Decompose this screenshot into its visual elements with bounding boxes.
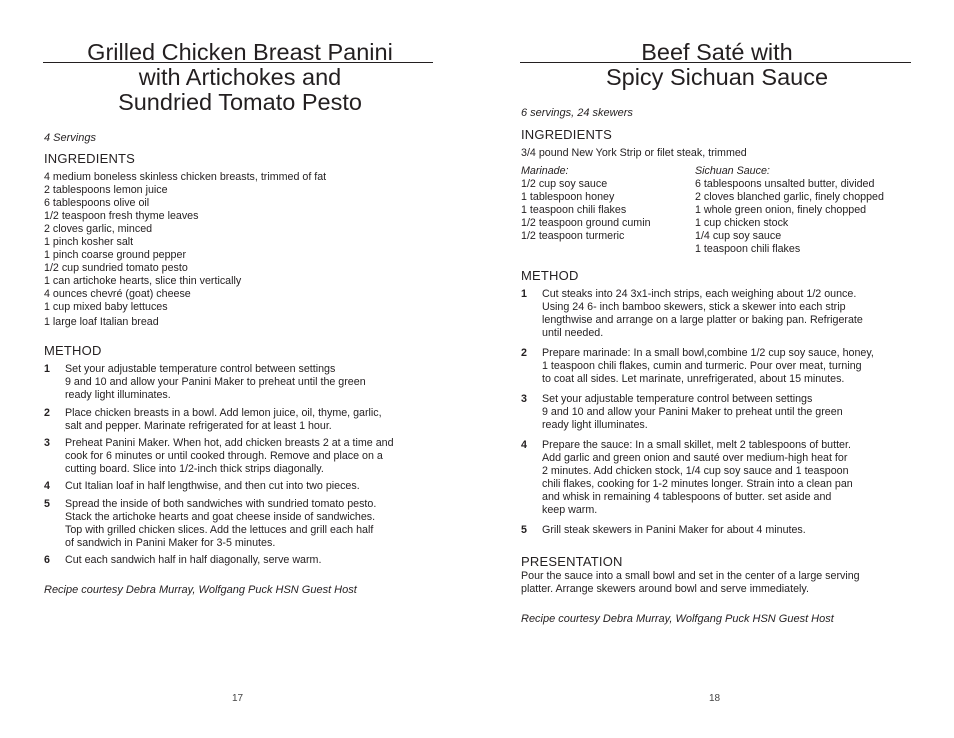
method-heading: METHOD: [521, 268, 579, 283]
step-line: 2 minutes. Add chicken stock, 1/4 cup soy sauce and 1 teaspoon: [542, 465, 849, 477]
step-number: 2: [521, 347, 527, 359]
ingredient-item: 6 tablespoons olive oil: [44, 197, 150, 209]
step-line: Set your adjustable temperature control between settings: [65, 363, 336, 375]
marinade-item: 1/2 cup soy sauce: [521, 178, 608, 190]
recipe-credit: Recipe courtesy Debra Murray, Wolfgang Puck HSN Guest Host: [44, 584, 357, 596]
sauce-item: 1 cup chicken stock: [695, 217, 789, 229]
ingredient-item: 1 pinch kosher salt: [44, 236, 134, 248]
step-number: 1: [521, 288, 527, 300]
step-line: Using 24 6- inch bamboo skewers, stick a skewer into each strip: [542, 301, 846, 313]
step-number: 4: [521, 439, 527, 451]
ingredient-item: 4 medium boneless skinless chicken breasts, trimmed of fat: [44, 171, 327, 183]
step-line: of sandwich in Panini Maker for 3-5 minutes.: [65, 537, 276, 549]
page-number: 17: [232, 693, 244, 704]
presentation-line: Pour the sauce into a small bowl and set in the center of a large serving: [521, 570, 860, 582]
step-line: Place chicken breasts in a bowl. Add lemon juice, oil, thyme, garlic,: [65, 407, 382, 419]
step-line: 9 and 10 and allow your Panini Maker to preheat until the green: [65, 376, 366, 388]
step-line: Cut each sandwich half in half diagonally, serve warm.: [65, 554, 322, 566]
step-line: Prepare the sauce: In a small skillet, melt 2 tablespoons of butter.: [542, 439, 851, 451]
ingredient-item: 1 cup mixed baby lettuces: [44, 301, 168, 313]
step-line: Stack the artichoke hearts and goat cheese inside of sandwiches.: [65, 511, 376, 523]
right-page: [521, 0, 913, 738]
sauce-item: 6 tablespoons unsalted butter, divided: [695, 178, 875, 190]
recipe-title: [44, 40, 436, 115]
servings: 6 servings, 24 skewers: [521, 107, 633, 119]
marinade-item: 1/2 teaspoon ground cumin: [521, 217, 651, 229]
ingredient-item: 2 cloves garlic, minced: [44, 223, 153, 235]
sauce-list: [695, 165, 884, 256]
step-line: Preheat Panini Maker. When hot, add chicken breasts 2 at a time and: [65, 437, 394, 449]
recipe-title: [521, 40, 913, 90]
marinade-list: [521, 165, 651, 243]
step-line: to coat all sides. Let marinate, unrefrigerated, about 15 minutes.: [542, 373, 845, 385]
page-number: 18: [709, 693, 721, 704]
sauce-item: 1 whole green onion, finely chopped: [695, 204, 867, 216]
step-number: 2: [44, 407, 50, 419]
step-line: Cut Italian loaf in half lengthwise, and then cut into two pieces.: [65, 480, 360, 492]
title-line: Spicy Sichuan Sauce: [605, 64, 829, 90]
ingredient-item: 1/2 teaspoon fresh thyme leaves: [44, 210, 199, 222]
presentation-text: [521, 570, 860, 596]
ingredients-heading: INGREDIENTS: [521, 127, 613, 142]
step-number: 1: [44, 363, 50, 375]
step-line: salt and pepper. Marinate refrigerated for at least 1 hour.: [65, 420, 332, 432]
step-line: until needed.: [542, 327, 604, 339]
recipe-credit: Recipe courtesy Debra Murray, Wolfgang Puck HSN Guest Host: [521, 613, 834, 625]
step-number: 6: [44, 554, 50, 566]
presentation-heading: PRESENTATION: [521, 554, 623, 569]
marinade-item: 1/2 teaspoon turmeric: [521, 230, 625, 242]
step-line: ready light illuminates.: [65, 389, 171, 401]
step-number: 3: [44, 437, 50, 449]
step-number: 5: [44, 498, 50, 510]
ingredient-item: 1 can artichoke hearts, slice thin vertically: [44, 275, 242, 287]
ingredients-list: [44, 171, 326, 329]
step-number: 5: [521, 524, 527, 536]
title-line: Beef Saté with: [641, 39, 793, 65]
step-line: Add garlic and green onion and sauté over medium-high heat for: [542, 452, 848, 464]
ingredients-heading: INGREDIENTS: [44, 151, 136, 166]
step-line: cook for 6 minutes or until cooked through. Remove and place on a: [65, 450, 383, 462]
title-line: with Artichokes and: [138, 64, 342, 90]
method-heading: METHOD: [44, 343, 102, 358]
title-line: Sundried Tomato Pesto: [118, 89, 362, 115]
step-line: Top with grilled chicken slices. Add the lettuces and grill each half: [65, 524, 374, 536]
ingredient-item: 4 ounces chevré (goat) cheese: [44, 288, 191, 300]
step-line: cutting board. Slice into 1/2-inch thick strips diagonally.: [65, 463, 324, 475]
step-line: Spread the inside of both sandwiches with sundried tomato pesto.: [65, 498, 377, 510]
ingredient-item: 1 large loaf Italian bread: [44, 316, 159, 328]
step-line: Set your adjustable temperature control between settings: [542, 393, 813, 405]
step-number: 3: [521, 393, 527, 405]
left-page: [44, 0, 436, 738]
presentation-line: platter. Arrange skewers around bowl and serve immediately.: [521, 583, 809, 595]
sauce-item: 1 teaspoon chili flakes: [695, 243, 801, 255]
step-line: lengthwise and arrange on a large platter or baking pan. Refrigerate: [542, 314, 863, 326]
marinade-item: 1 tablespoon honey: [521, 191, 615, 203]
step-line: chili flakes, cooking for 1-2 minutes longer. Strain into a clean pan: [542, 478, 853, 490]
sauce-heading: Sichuan Sauce:: [695, 165, 770, 177]
step-line: 1 teaspoon chili flakes, cumin and turmeric. Pour over meat, turning: [542, 360, 862, 372]
marinade-heading: Marinade:: [521, 165, 569, 177]
ingredient-item: 1 pinch coarse ground pepper: [44, 249, 187, 261]
step-line: Prepare marinade: In a small bowl,combine 1/2 cup soy sauce, honey,: [542, 347, 874, 359]
step-line: 9 and 10 and allow your Panini Maker to preheat until the green: [542, 406, 843, 418]
ingredient-item: 1/2 cup sundried tomato pesto: [44, 262, 188, 274]
title-line: Grilled Chicken Breast Panini: [87, 39, 393, 65]
servings: 4 Servings: [44, 132, 96, 144]
step-number: 4: [44, 480, 50, 492]
ingredients-intro: 3/4 pound New York Strip or filet steak, trimmed: [521, 147, 747, 159]
sauce-item: 2 cloves blanched garlic, finely chopped: [695, 191, 884, 203]
step-line: keep warm.: [542, 504, 598, 516]
step-line: Grill steak skewers in Panini Maker for about 4 minutes.: [542, 524, 806, 536]
step-line: Cut steaks into 24 3x1-inch strips, each weighing about 1/2 ounce.: [542, 288, 857, 300]
sauce-item: 1/4 cup soy sauce: [695, 230, 782, 242]
step-line: and whisk in remaining 4 tablespoons of butter. set aside and: [542, 491, 832, 503]
ingredient-item: 2 tablespoons lemon juice: [44, 184, 168, 196]
step-line: ready light illuminates.: [542, 419, 648, 431]
marinade-item: 1 teaspoon chili flakes: [521, 204, 627, 216]
